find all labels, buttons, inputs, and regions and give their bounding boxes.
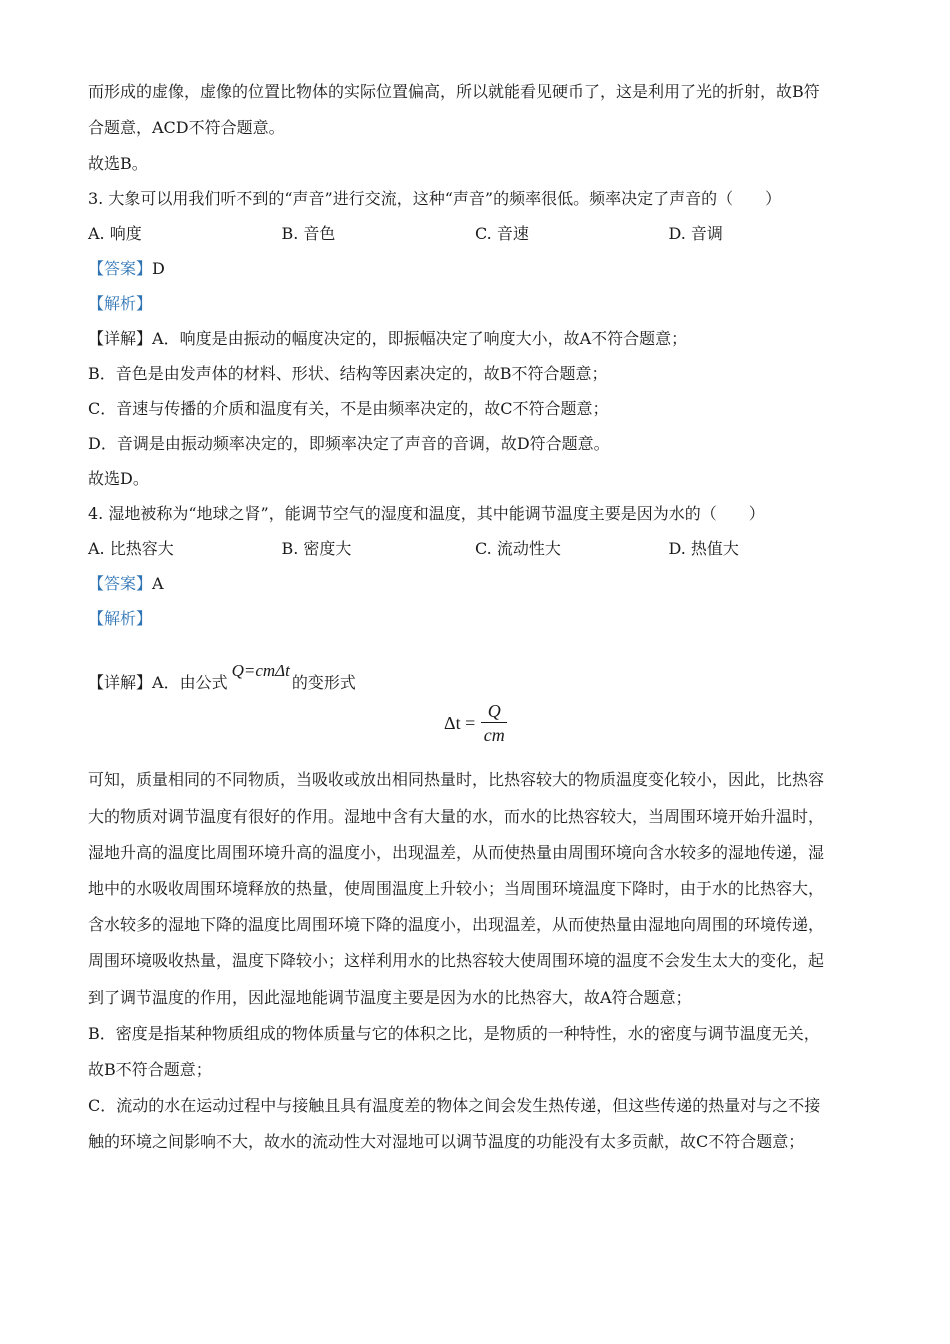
question-3-detail-c: C．音速与传播的介质和温度有关，不是由频率决定的，故C不符合题意； — [88, 399, 609, 419]
inline-formula: Q=cmΔt — [231, 661, 290, 681]
option-c: C. 音速 — [475, 224, 529, 244]
formula-block — [88, 692, 862, 762]
question-3-detail-d: D．音调是由振动频率决定的，即频率决定了声音的音调，故D符合题意。 — [88, 434, 610, 454]
paragraph-line: 而形成的虚像，虚像的位置比物体的实际位置偏高，所以就能看见硬币了，这是利用了光的折射，故B符 — [88, 82, 820, 101]
question-4-analysis — [88, 601, 862, 636]
detail-b-line: 故B不符合题意； — [88, 1059, 212, 1079]
option-c: C. 流动性大 — [475, 539, 561, 559]
question-4-stem: 4. 湿地被称为“地球之肾”，能调节空气的湿度和温度，其中能调节温度主要是因为水的（ ） — [88, 504, 765, 524]
formula-equals: = — [465, 713, 476, 734]
detail-tag: 【详解】 — [88, 329, 153, 349]
fraction-denominator: cm — [483, 725, 505, 746]
answer-tag: 【答案】 — [88, 259, 153, 279]
fraction-formula — [444, 700, 507, 747]
fraction — [481, 700, 507, 747]
explain-line: 大的物质对调节温度有很好的作用。湿地中含有大量的水，而水的比热容较大，当周围环境开始升温时， — [88, 806, 825, 826]
analysis-tag: 【解析】 — [88, 609, 153, 629]
paragraph-line: 故选B。 — [88, 154, 148, 174]
question-3-answer — [88, 251, 862, 286]
detail-tag: 【详解】 — [88, 673, 153, 693]
paragraph-line: 合题意，ACD不符合题意。 — [88, 118, 285, 138]
question-3-options — [88, 216, 862, 251]
question-4-options — [88, 531, 862, 566]
option-b: B. 音色 — [281, 224, 336, 244]
question-4-answer — [88, 566, 862, 601]
question-3-detail-a: 【详解】A．响度是由振动的幅度决定的，即振幅决定了响度大小，故A不符合题意； — [88, 329, 688, 349]
explain-line: 地中的水吸收周围环境释放的热量，使周围温度上升较小；当周围环境温度下降时，由于水的比热容大， — [88, 878, 825, 898]
question-4-detail-a: 【详解】A．由公式Q=cmΔt的变形式 — [88, 636, 862, 692]
formula-lhs: Δt — [444, 713, 461, 734]
option-d: D. 热值大 — [668, 539, 739, 559]
option-a: A. 比热容大 — [88, 539, 174, 559]
detail-c-line: 触的环境之间影响不大，故水的流动性大对湿地可以调节温度的功能没有太多贡献，故C不符合题意； — [88, 1132, 805, 1152]
answer-value: D — [152, 259, 165, 279]
answer-value: A — [152, 574, 164, 594]
option-d: D. 音调 — [668, 224, 723, 244]
question-3-detail-b: B．音色是由发声体的材料、形状、结构等因素决定的，故B不符合题意； — [88, 364, 608, 384]
answer-tag: 【答案】 — [88, 574, 153, 594]
detail-b-line: B．密度是指某种物质组成的物体质量与它的体积之比，是物质的一种特性，水的密度与调节温度无关， — [88, 1023, 820, 1043]
document-page — [88, 74, 862, 1160]
detail-c-line: C．流动的水在运动过程中与接触且具有温度差的物体之间会发生热传递，但这些传递的热量对与之不接 — [88, 1096, 821, 1116]
analysis-tag: 【解析】 — [88, 294, 153, 314]
explain-line: 到了调节温度的作用，因此湿地能调节温度主要是因为水的比热容大，故A符合题意； — [88, 987, 692, 1007]
explain-line: 含水较多的湿地下降的温度比周围环境下降的温度小，出现温差，从而使热量由湿地向周围的环境传递， — [88, 915, 825, 935]
explain-line: 周围环境吸收热量，温度下降较小；这样利用水的比热容较大使周围环境的温度不会发生太大的变化，起 — [88, 951, 825, 971]
explain-line: 湿地升高的温度比周围环境升高的温度小，出现温差，从而使热量由周围环境向含水较多的湿地传递，湿 — [88, 842, 825, 862]
question-3-choose: 故选D。 — [88, 469, 149, 489]
explain-line: 可知，质量相同的不同物质，当吸收或放出相同热量时，比热容较大的物质温度变化较小，因此，比热容 — [88, 770, 825, 790]
option-a: A. 响度 — [88, 224, 142, 244]
question-3-stem: 3. 大象可以用我们听不到的“声音”进行交流，这种“声音”的频率很低。频率决定了声音的（ ） — [88, 189, 782, 209]
option-b: B. 密度大 — [281, 539, 352, 559]
fraction-numerator: Q — [487, 701, 501, 722]
question-3-analysis — [88, 286, 862, 321]
